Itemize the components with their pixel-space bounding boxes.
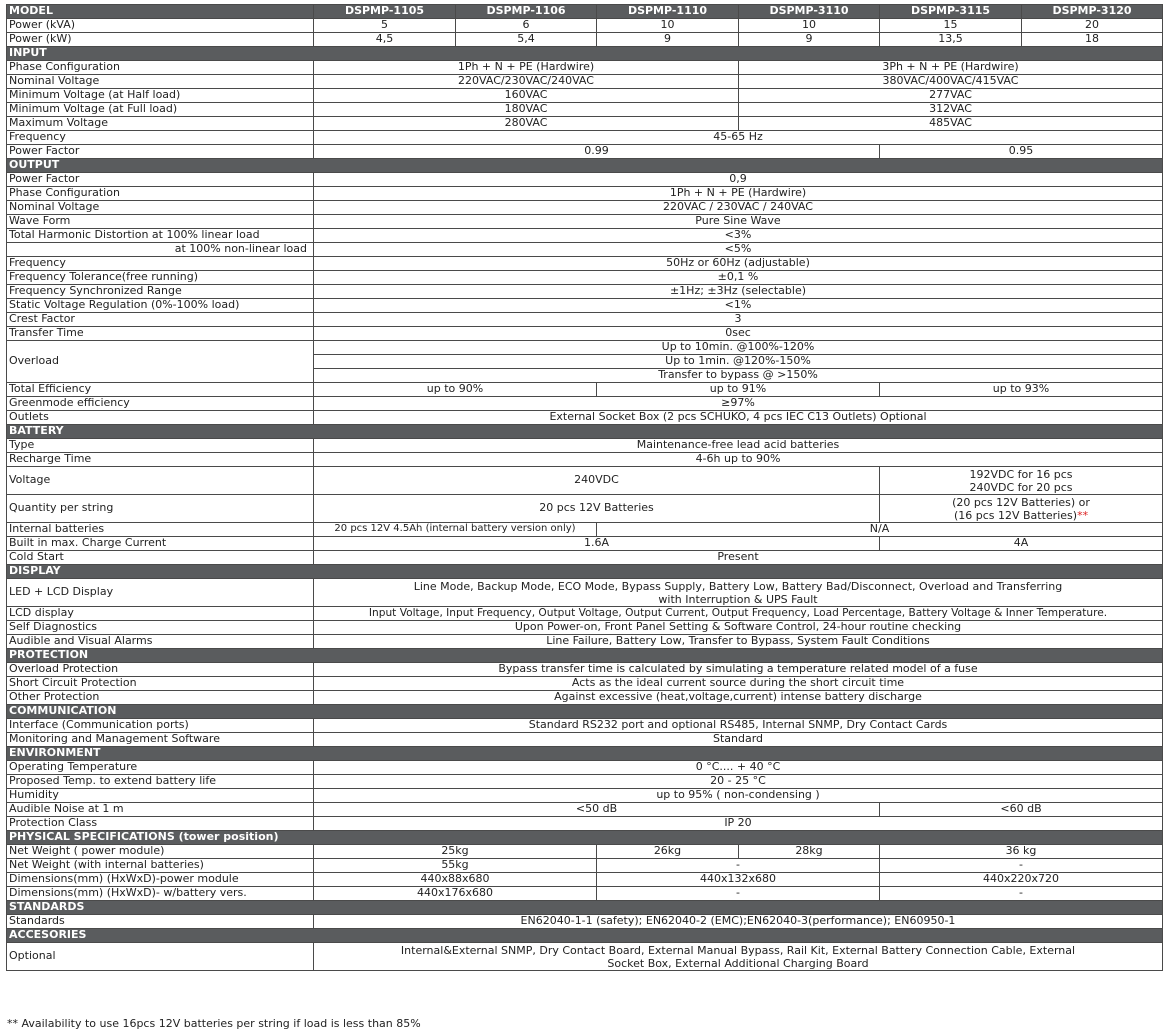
cell-value: 440x220x720 [880,873,1163,887]
row-label: Dimensions(mm) (HxWxD)-power module [7,873,314,887]
row-label: Other Protection [7,691,314,705]
row-label: Operating Temperature [7,761,314,775]
cell-value: ±0,1 % [314,271,1163,285]
row-label: Minimum Voltage (at Half load) [7,89,314,103]
row-label: Overload Protection [7,663,314,677]
table-row [7,523,1163,537]
section-title: PHYSICAL SPECIFICATIONS (tower position) [7,831,1163,845]
cell-value: 4-6h up to 90% [314,453,1163,467]
cell-value: 3 [314,313,1163,327]
cell-value: <3% [314,229,1163,243]
table-row [7,341,1163,355]
row-label: Phase Configuration [7,61,314,75]
header-row [7,5,1163,19]
section-title: PROTECTION [7,649,1163,663]
cell-value: 28kg [739,845,880,859]
cell-value: IP 20 [314,817,1163,831]
table-row [7,411,1163,425]
row-label: Self Diagnostics [7,621,314,635]
row-label: Nominal Voltage [7,201,314,215]
quantity-line: (20 pcs 12V Batteries) or [952,495,1090,509]
cell-value: - [597,859,880,873]
cell-value: 10 [597,19,739,33]
cell-value: - [880,887,1163,901]
cell-value: 280VAC [314,117,739,131]
row-label: Cold Start [7,551,314,565]
table-row [7,789,1163,803]
row-label: Proposed Temp. to extend battery life [7,775,314,789]
cell-value: 9 [739,33,880,47]
row-label: Outlets [7,411,314,425]
table-row [7,537,1163,551]
table-row [7,131,1163,145]
row-label: Interface (Communication ports) [7,719,314,733]
section-header-accessories [7,929,1163,943]
cell-value: 312VAC [739,103,1163,117]
table-row [7,257,1163,271]
cell-value: 20 [1022,19,1163,33]
row-label: Frequency [7,257,314,271]
model-name: DSPMP-1105 [314,5,456,19]
cell-value: Up to 1min. @120%-150% [314,355,1163,369]
table-row [7,719,1163,733]
row-label: Minimum Voltage (at Full load) [7,103,314,117]
table-row [7,579,1163,607]
section-header-output [7,159,1163,173]
cell-value: 0sec [314,327,1163,341]
row-label: Net Weight (with internal batteries) [7,859,314,873]
table-row [7,201,1163,215]
section-title: BATTERY [7,425,1163,439]
cell-value: 4,5 [314,33,456,47]
row-label: Standards [7,915,314,929]
section-title: DISPLAY [7,565,1163,579]
cell-value: 3Ph + N + PE (Hardwire) [739,61,1163,75]
section-title: INPUT [7,47,1163,61]
cell-value: 0,9 [314,173,1163,187]
model-name: DSPMP-3120 [1022,5,1163,19]
cell-value: 50Hz or 60Hz (adjustable) [314,257,1163,271]
section-header-display [7,565,1163,579]
table-row [7,439,1163,453]
cell-value: Standard [314,733,1163,747]
cell-value: N/A [597,523,1163,537]
cell-value: Maintenance-free lead acid batteries [314,439,1163,453]
model-name: DSPMP-3115 [880,5,1022,19]
model-name: DSPMP-1110 [597,5,739,19]
footnote: ** Availability to use 16pcs 12V batteries per string if load is less than 85% [7,1017,421,1030]
cell-value: 1Ph + N + PE (Hardwire) [314,61,739,75]
cell-value: 13,5 [880,33,1022,47]
table-row [7,607,1163,621]
table-row [7,61,1163,75]
cell-value: 15 [880,19,1022,33]
cell-value: Transfer to bypass @ >150% [314,369,1163,383]
cell-value: <60 dB [880,803,1163,817]
cell-value: Line Mode, Backup Mode, ECO Mode, Bypass Supply, Battery Low, Battery Bad/Disconnect, Overload and Transferring with Interruption & UPS Fault [314,579,1163,607]
cell-value: up to 90% [314,383,597,397]
model-label: MODEL [7,5,314,19]
table-row [7,383,1163,397]
cell-value: Internal&External SNMP, Dry Contact Board, External Manual Bypass, Rail Kit, External Battery Connection Cable, External Socket Box, External Additional Charging Board [314,943,1163,971]
table-row [7,859,1163,873]
row-label: Protection Class [7,817,314,831]
cell-value: 36 kg [880,845,1163,859]
row-label: LED + LCD Display [7,579,314,607]
cell-value: - [880,859,1163,873]
table-row [7,761,1163,775]
row-label: Greenmode efficiency [7,397,314,411]
spec-table [6,4,1163,971]
cell-value: 180VAC [314,103,739,117]
section-title: COMMUNICATION [7,705,1163,719]
table-row [7,271,1163,285]
section-header-environment [7,747,1163,761]
table-row [7,173,1163,187]
row-label: Total Harmonic Distortion at 100% linear load [7,229,314,243]
row-label: Phase Configuration [7,187,314,201]
cell-value: 380VAC/400VAC/415VAC [739,75,1163,89]
section-header-input [7,47,1163,61]
cell-value: 6 [456,19,597,33]
cell-value: Input Voltage, Input Frequency, Output Voltage, Output Current, Output Frequency, Load Percentage, Battery Voltage & Inner Temperature. [314,607,1163,621]
cell-value: 25kg [314,845,597,859]
cell-value: 5,4 [456,33,597,47]
cell-value: 5 [314,19,456,33]
table-row [7,943,1163,971]
cell-value: 485VAC [739,117,1163,131]
row-label: Internal batteries [7,523,314,537]
cell-value: Standard RS232 port and optional RS485, Internal SNMP, Dry Contact Cards [314,719,1163,733]
cell-value: Acts as the ideal current source during the short circuit time [314,677,1163,691]
cell-value [880,495,1163,523]
table-row [7,327,1163,341]
cell-value: ±1Hz; ±3Hz (selectable) [314,285,1163,299]
row-label: Crest Factor [7,313,314,327]
row-label: Power (kVA) [7,19,314,33]
row-label: Frequency [7,131,314,145]
table-row [7,467,1163,495]
row-label: Static Voltage Regulation (0%-100% load) [7,299,314,313]
row-label: Power Factor [7,173,314,187]
row-label: Dimensions(mm) (HxWxD)- w/battery vers. [7,887,314,901]
cell-value: up to 91% [597,383,880,397]
cell-value: 20 pcs 12V Batteries [314,495,880,523]
table-row [7,75,1163,89]
row-label: Nominal Voltage [7,75,314,89]
row-label: Monitoring and Management Software [7,733,314,747]
table-row [7,803,1163,817]
section-title: ACCESORIES [7,929,1163,943]
table-row [7,775,1163,789]
cell-value: Bypass transfer time is calculated by simulating a temperature related model of a fuse [314,663,1163,677]
cell-value: 20 pcs 12V 4.5Ah (internal battery version only) [314,523,597,537]
table-row [7,397,1163,411]
row-label: Audible and Visual Alarms [7,635,314,649]
row-label: Power Factor [7,145,314,159]
table-row [7,453,1163,467]
cell-value [880,467,1163,495]
cell-value: 0.95 [880,145,1163,159]
model-name: DSPMP-3110 [739,5,880,19]
row-label: Net Weight ( power module) [7,845,314,859]
table-row [7,691,1163,705]
cell-value: ≥97% [314,397,1163,411]
table-row [7,187,1163,201]
section-title: STANDARDS [7,901,1163,915]
table-row [7,635,1163,649]
row-label: Power (kW) [7,33,314,47]
cell-value: <50 dB [314,803,880,817]
cell-value: Up to 10min. @100%-120% [314,341,1163,355]
cell-value: 440x176x680 [314,887,597,901]
cell-value: up to 95% ( non-condensing ) [314,789,1163,803]
row-label: Humidity [7,789,314,803]
row-label: Total Efficiency [7,383,314,397]
section-header-standards [7,901,1163,915]
row-label: Frequency Synchronized Range [7,285,314,299]
table-row [7,495,1163,523]
cell-value: 18 [1022,33,1163,47]
cell-value: - [597,887,880,901]
cell-value: up to 93% [880,383,1163,397]
table-row [7,19,1163,33]
row-label: Overload [7,341,314,383]
cell-value: Line Failure, Battery Low, Transfer to Bypass, System Fault Conditions [314,635,1163,649]
cell-value: External Socket Box (2 pcs SCHUKO, 4 pcs IEC C13 Outlets) Optional [314,411,1163,425]
table-row [7,103,1163,117]
section-header-battery [7,425,1163,439]
table-row [7,145,1163,159]
row-label: LCD display [7,607,314,621]
section-header-physical [7,831,1163,845]
cell-value: 20 - 25 °C [314,775,1163,789]
model-name: DSPMP-1106 [456,5,597,19]
row-label: Frequency Tolerance(free running) [7,271,314,285]
cell-value: EN62040-1-1 (safety); EN62040-2 (EMC);EN62040-3(performance); EN60950-1 [314,915,1163,929]
section-header-protection [7,649,1163,663]
table-row [7,663,1163,677]
cell-value: 45-65 Hz [314,131,1163,145]
table-row [7,733,1163,747]
table-row [7,117,1163,131]
section-header-communication [7,705,1163,719]
row-label: Short Circuit Protection [7,677,314,691]
row-label: Built in max. Charge Current [7,537,314,551]
table-row [7,229,1163,243]
table-row [7,915,1163,929]
cell-value: 0.99 [314,145,880,159]
row-label: Transfer Time [7,327,314,341]
row-label: Type [7,439,314,453]
cell-value: 10 [739,19,880,33]
row-label: Wave Form [7,215,314,229]
table-row [7,873,1163,887]
table-row [7,33,1163,47]
table-row [7,845,1163,859]
section-title: OUTPUT [7,159,1163,173]
cell-value: 1.6A [314,537,880,551]
cell-value: 440x88x680 [314,873,597,887]
cell-value: 55kg [314,859,597,873]
table-row [7,887,1163,901]
row-label: Voltage [7,467,314,495]
row-label: Optional [7,943,314,971]
cell-value: 160VAC [314,89,739,103]
row-label: Maximum Voltage [7,117,314,131]
row-label: Quantity per string [7,495,314,523]
cell-value: Against excessive (heat,voltage,current) intense battery discharge [314,691,1163,705]
row-label: at 100% non-linear load [7,243,314,257]
cell-value: 0 °C.... + 40 °C [314,761,1163,775]
table-row [7,551,1163,565]
cell-value: 26kg [597,845,739,859]
cell-value: 9 [597,33,739,47]
voltage-line: 192VDC for 16 pcs [969,467,1073,481]
table-row [7,243,1163,257]
cell-value: <1% [314,299,1163,313]
table-row [7,313,1163,327]
cell-value: 440x132x680 [597,873,880,887]
table-row [7,299,1163,313]
table-row [7,285,1163,299]
section-title: ENVIRONMENT [7,747,1163,761]
cell-value: 240VDC [314,467,880,495]
quantity-line: (16 pcs 12V Batteries) [953,508,1078,522]
table-row [7,89,1163,103]
cell-value: 220VAC/230VAC/240VAC [314,75,739,89]
cell-value: 220VAC / 230VAC / 240VAC [314,201,1163,215]
cell-value: <5% [314,243,1163,257]
cell-value: 4A [880,537,1163,551]
table-row [7,817,1163,831]
cell-value: Present [314,551,1163,565]
cell-value: 277VAC [739,89,1163,103]
table-row [7,215,1163,229]
voltage-line: 240VDC for 20 pcs [969,480,1073,494]
row-label: Audible Noise at 1 m [7,803,314,817]
row-label: Recharge Time [7,453,314,467]
cell-value: Upon Power-on, Front Panel Setting & Software Control, 24-hour routine checking [314,621,1163,635]
cell-value: 1Ph + N + PE (Hardwire) [314,187,1163,201]
footnote-marker: ** [1077,508,1089,522]
cell-value: Pure Sine Wave [314,215,1163,229]
table-row [7,677,1163,691]
table-row [7,621,1163,635]
